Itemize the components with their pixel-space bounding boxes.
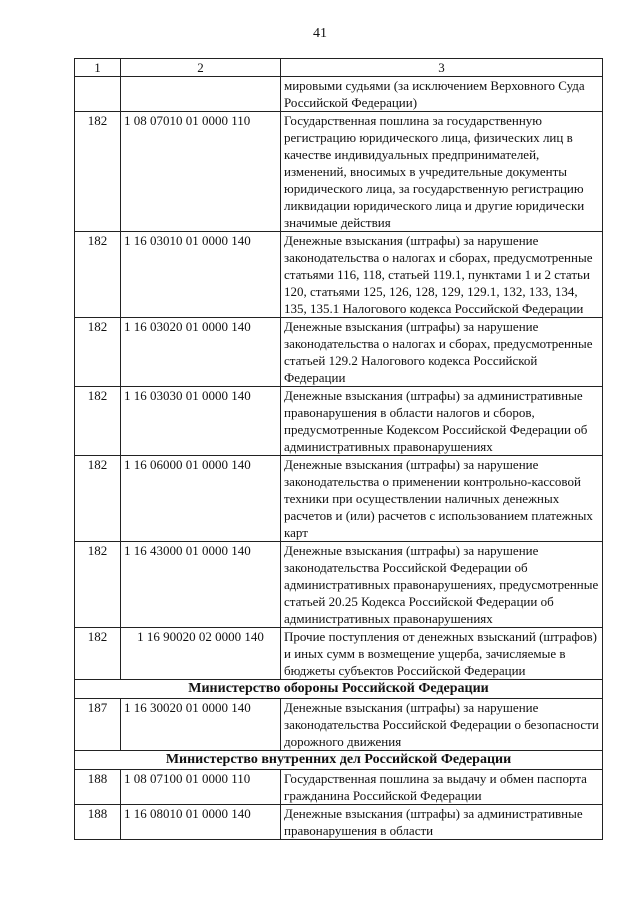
section-heading-row bbox=[75, 680, 603, 699]
table-row bbox=[75, 542, 603, 628]
table-row bbox=[75, 628, 603, 680]
kbk-code: 1 16 03030 01 0000 140 bbox=[121, 387, 281, 456]
section-heading-row bbox=[75, 751, 603, 770]
section-heading-defense: Министерство обороны Российской Федерации bbox=[75, 680, 603, 699]
admin-code: 187 bbox=[75, 699, 121, 751]
admin-code: 182 bbox=[75, 112, 121, 232]
kbk-code: 1 16 43000 01 0000 140 bbox=[121, 542, 281, 628]
kbk-code: 1 16 03020 01 0000 140 bbox=[121, 318, 281, 387]
revenue-description: Денежные взыскания (штрафы) за нарушение законодательства о налогах и сборах, предусмотренные статьей 129.2 Налогового кодекса Российской Федерации bbox=[281, 318, 603, 387]
table-row bbox=[75, 456, 603, 542]
admin-code: 182 bbox=[75, 232, 121, 318]
page-number: 41 bbox=[313, 26, 327, 41]
table-row bbox=[75, 699, 603, 751]
revenue-table bbox=[74, 58, 603, 840]
admin-code: 188 bbox=[75, 805, 121, 840]
revenue-description: Государственная пошлина за выдачу и обмен паспорта гражданина Российской Федерации bbox=[281, 770, 603, 805]
kbk-code: 1 16 03010 01 0000 140 bbox=[121, 232, 281, 318]
kbk-code: 1 16 30020 01 0000 140 bbox=[121, 699, 281, 751]
revenue-description: мировыми судьями (за исключением Верховного Суда Российской Федерации) bbox=[281, 77, 603, 112]
column-number: 3 bbox=[281, 59, 603, 77]
kbk-code bbox=[121, 77, 281, 112]
kbk-code: 1 08 07100 01 0000 110 bbox=[121, 770, 281, 805]
admin-code: 188 bbox=[75, 770, 121, 805]
table-row bbox=[75, 387, 603, 456]
section-heading-interior: Министерство внутренних дел Российской Федерации bbox=[75, 751, 603, 770]
revenue-description: Денежные взыскания (штрафы) за нарушение законодательства о налогах и сборах, предусмотренные статьями 116, 118, статьей 119.1, пунктами 1 и 2 статьи 120, статьями 125, 126, 128, 129, 129.1, 132, 133, 134, 135, 135.1 Налогового кодекса Российской Федерации bbox=[281, 232, 603, 318]
admin-code: 182 bbox=[75, 387, 121, 456]
admin-code: 182 bbox=[75, 456, 121, 542]
kbk-code: 1 16 06000 01 0000 140 bbox=[121, 456, 281, 542]
table-row bbox=[75, 232, 603, 318]
table-row bbox=[75, 77, 603, 112]
admin-code: 182 bbox=[75, 318, 121, 387]
admin-code: 182 bbox=[75, 542, 121, 628]
revenue-description: Денежные взыскания (штрафы) за нарушение законодательства Российской Федерации о безопасности дорожного движения bbox=[281, 699, 603, 751]
revenue-description: Денежные взыскания (штрафы) за нарушение законодательства о применении контрольно-кассовой техники при осуществлении наличных денежных расчетов и (или) расчетов с использованием платежных карт bbox=[281, 456, 603, 542]
table-row bbox=[75, 770, 603, 805]
revenue-description: Государственная пошлина за государственную регистрацию юридического лица, физических лиц в качестве индивидуальных предпринимателей, изменений, вносимых в учредительные документы юридического лица, за государственную регистрацию ликвидации юридического лица и другие юридически значимые действия bbox=[281, 112, 603, 232]
admin-code bbox=[75, 77, 121, 112]
column-number-row bbox=[75, 59, 603, 77]
table-row bbox=[75, 805, 603, 840]
revenue-description: Денежные взыскания (штрафы) за административные правонарушения в области налогов и сборов, предусмотренные Кодексом Российской Федерации об административных правонарушениях bbox=[281, 387, 603, 456]
kbk-code: 1 08 07010 01 0000 110 bbox=[121, 112, 281, 232]
admin-code: 182 bbox=[75, 628, 121, 680]
column-number: 2 bbox=[121, 59, 281, 77]
table-row bbox=[75, 318, 603, 387]
kbk-code: 1 16 08010 01 0000 140 bbox=[121, 805, 281, 840]
revenue-description: Прочие поступления от денежных взысканий (штрафов) и иных сумм в возмещение ущерба, зачисляемые в бюджеты субъектов Российской Федерации bbox=[281, 628, 603, 680]
kbk-code: 1 16 90020 02 0000 140 bbox=[121, 628, 281, 680]
table-row bbox=[75, 112, 603, 232]
revenue-description: Денежные взыскания (штрафы) за административные правонарушения в области bbox=[281, 805, 603, 840]
revenue-description: Денежные взыскания (штрафы) за нарушение законодательства Российской Федерации об административных правонарушениях, предусмотренные статьей 20.25 Кодекса Российской Федерации об административных правонарушениях bbox=[281, 542, 603, 628]
column-number: 1 bbox=[75, 59, 121, 77]
